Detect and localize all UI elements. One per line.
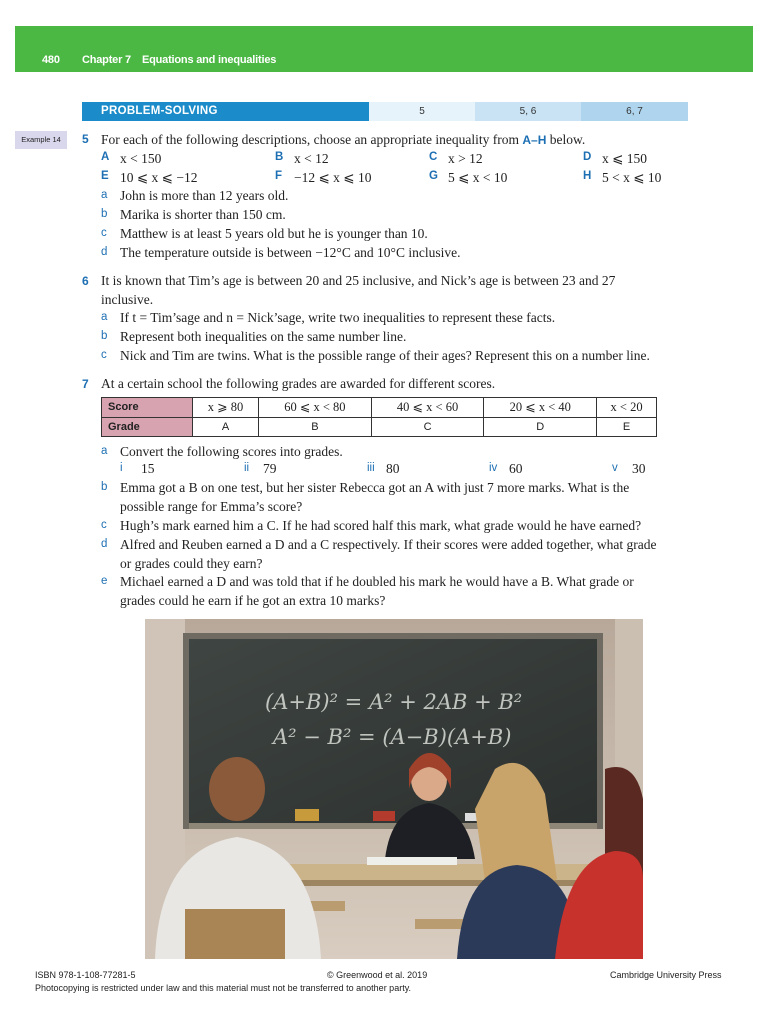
part-label: c: [101, 227, 107, 239]
part-text-line2: or grades could they earn?: [120, 556, 263, 571]
subpart-label: i: [120, 462, 123, 474]
part-text: Represent both inequalities on the same number line.: [120, 329, 407, 344]
question-7-number: 7: [82, 377, 89, 391]
page-number: 480: [42, 54, 60, 66]
option-expr: 10 ⩽ x ⩽ −12: [120, 170, 198, 185]
part-label: e: [101, 575, 108, 587]
part-label: c: [101, 349, 107, 361]
footer-copyright: © Greenwood et al. 2019: [327, 970, 428, 980]
footer-publisher: Cambridge University Press: [610, 970, 722, 980]
table-cell: 40 ⩽ x < 60: [371, 398, 484, 418]
ps-level-1: 5: [369, 102, 475, 121]
table-cell: 60 ⩽ x < 80: [259, 398, 372, 418]
chapter-header-bar: [15, 26, 753, 72]
option-label: H: [583, 170, 592, 182]
option-expr: 5 < x ⩽ 10: [602, 170, 662, 185]
part-label: d: [101, 538, 108, 550]
ps-level-2: 5, 6: [475, 102, 581, 121]
footer-isbn: ISBN 978-1-108-77281-5: [35, 970, 136, 980]
ps-level-3: 6, 7: [581, 102, 688, 121]
option-label: C: [429, 151, 438, 163]
option-expr: 5 ⩽ x < 10: [448, 170, 508, 185]
board-formula-2: A² − B² = (A−B)(A+B): [273, 725, 512, 749]
option-expr: x ⩽ 150: [602, 151, 648, 166]
subpart-value: 15: [141, 461, 155, 476]
example-reference-tab[interactable]: Example 14: [15, 131, 67, 149]
part-text: If t = Tim’sage and n = Nick’sage, write two inequalities to represent these facts.: [120, 310, 556, 325]
part-label: a: [101, 445, 108, 457]
question-6-prompt-line2: inclusive.: [101, 292, 154, 307]
problem-solving-label: PROBLEM-SOLVING: [82, 102, 369, 121]
part-text: John is more than 12 years old.: [120, 188, 289, 203]
chapter-title: Equations and inequalities: [142, 54, 277, 66]
question-5-number: 5: [82, 132, 89, 146]
part-text: Matthew is at least 5 years old but he is younger than 10.: [120, 226, 428, 241]
part-text: Nick and Tim are twins. What is the possible range of their ages? Represent this on a number line.: [120, 348, 650, 363]
part-text: Marika is shorter than 150 cm.: [120, 207, 286, 222]
table-row: [102, 398, 657, 418]
table-cell: E: [597, 417, 657, 437]
chapter-label: Chapter 7: [82, 54, 131, 66]
part-label: b: [101, 208, 108, 220]
part-label: b: [101, 481, 108, 493]
subpart-value: 80: [386, 461, 400, 476]
table-cell: A: [193, 417, 259, 437]
option-label: D: [583, 151, 592, 163]
option-expr: x < 150: [120, 151, 162, 166]
part-label: d: [101, 246, 108, 258]
part-label: c: [101, 519, 107, 531]
question-7-prompt: At a certain school the following grades are awarded for different scores.: [101, 376, 496, 391]
subpart-label: iv: [489, 462, 498, 474]
table-cell: B: [259, 417, 372, 437]
subpart-value: 30: [632, 461, 646, 476]
subpart-label: ii: [244, 462, 250, 474]
table-cell: C: [371, 417, 484, 437]
option-label: E: [101, 170, 109, 182]
part-text-line1: Emma got a B on one test, but her sister Rebecca got an A with just 7 more marks. What is the: [120, 480, 630, 495]
part-text-line1: Michael earned a D and was told that if he doubled his mark he would have a B. What grade or: [120, 574, 634, 589]
board-formula-1: (A+B)² = A² + 2AB + B²: [265, 690, 523, 714]
option-label: G: [429, 170, 438, 182]
part-text-line2: possible range for Emma’s score?: [120, 499, 303, 514]
part-label: a: [101, 189, 108, 201]
table-cell: 20 ⩽ x < 40: [484, 398, 597, 418]
table-cell: D: [484, 417, 597, 437]
grade-table: [101, 397, 657, 437]
footer-note: Photocopying is restricted under law and this material must not be transferred to another party.: [35, 983, 412, 993]
subpart-value: 79: [263, 461, 277, 476]
option-expr: x > 12: [448, 151, 483, 166]
subpart-label: v: [612, 462, 618, 474]
option-label: F: [275, 170, 283, 182]
table-header-grade: Grade: [102, 417, 193, 437]
question-6-prompt-line1: It is known that Tim’s age is between 20 and 25 inclusive, and Nick’s age is between 23 and 27: [101, 273, 616, 288]
table-header-score: Score: [102, 398, 193, 418]
part-label: b: [101, 330, 108, 342]
part-text-line1: Alfred and Reuben earned a D and a C respectively. If their scores were added together, what grade: [120, 537, 657, 552]
classroom-photo: [145, 619, 643, 959]
option-label: B: [275, 151, 284, 163]
part-text: Convert the following scores into grades.: [120, 444, 343, 459]
subpart-label: iii: [367, 462, 375, 474]
table-cell: x ⩾ 80: [193, 398, 259, 418]
part-text-line1: Hugh’s mark earned him a C. If he had scored half this mark, what grade would he have earned?: [120, 518, 642, 533]
question-5-prompt: For each of the following descriptions, choose an appropriate inequality from A–H below.: [101, 132, 586, 147]
problem-solving-bar: [82, 102, 688, 121]
table-cell: x < 20: [597, 398, 657, 418]
part-text: The temperature outside is between −12°C and 10°C inclusive.: [120, 245, 461, 260]
option-expr: x < 12: [294, 151, 329, 166]
question-6-number: 6: [82, 274, 89, 288]
part-label: a: [101, 311, 108, 323]
option-label: A: [101, 151, 110, 163]
table-row: [102, 417, 657, 437]
part-text-line2: grades could he earn if he got an extra 10 marks?: [120, 593, 386, 608]
subpart-value: 60: [509, 461, 523, 476]
option-expr: −12 ⩽ x ⩽ 10: [294, 170, 372, 185]
